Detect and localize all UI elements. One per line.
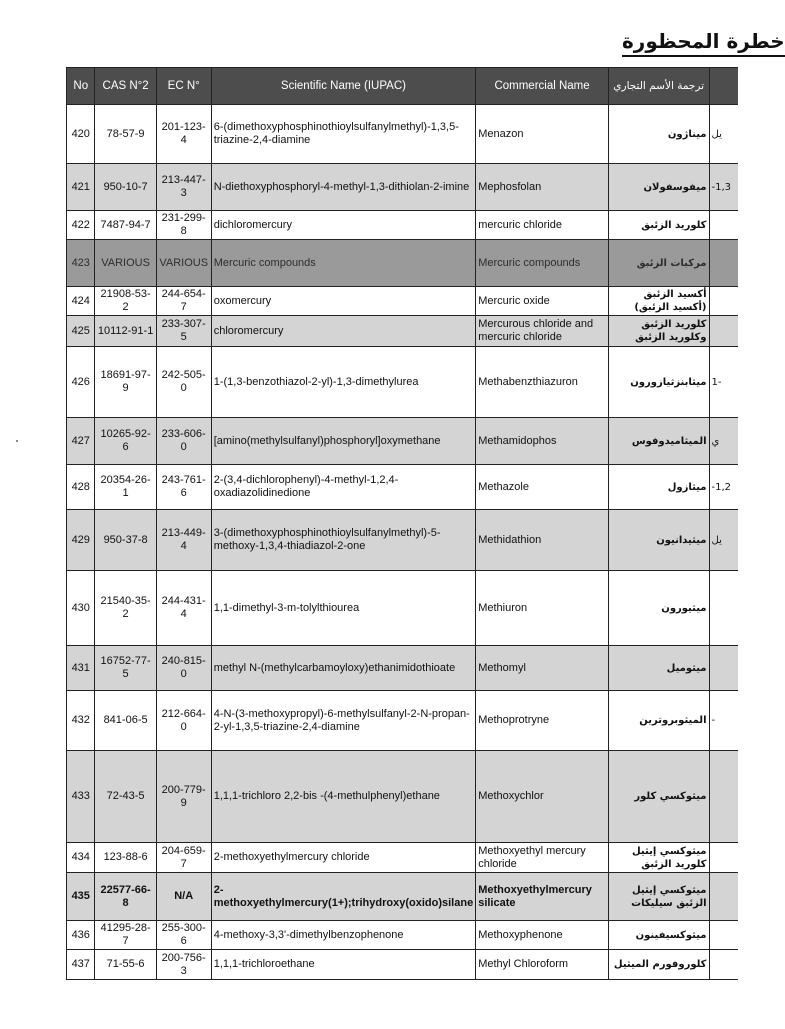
cut-off-text: 1- bbox=[709, 347, 738, 418]
ec-number: 200-756-3 bbox=[156, 950, 211, 980]
row-number: 435 bbox=[67, 873, 95, 921]
cas-number: 21540-35-2 bbox=[95, 571, 156, 646]
arabic-name: ميناژون bbox=[608, 105, 709, 164]
commercial-name: Methoprotryne bbox=[476, 691, 609, 751]
table-row bbox=[67, 921, 739, 950]
commercial-name: Mephosfolan bbox=[476, 164, 609, 211]
scientific-name: dichloromercury bbox=[211, 211, 476, 240]
arabic-name: ميثيورون bbox=[608, 571, 709, 646]
ec-number: N/A bbox=[156, 873, 211, 921]
row-number: 428 bbox=[67, 465, 95, 510]
arabic-name: ميثيدانيون bbox=[608, 510, 709, 571]
scientific-name: 1-(1,3-benzothiazol-2-yl)-1,3-dimethylurea bbox=[211, 347, 476, 418]
cut-off-text: -1,2 bbox=[709, 465, 738, 510]
scientific-name: 2-methoxyethylmercury(1+);trihydroxy(oxido)silane bbox=[211, 873, 476, 921]
ec-number: 240-815-0 bbox=[156, 646, 211, 691]
table-row bbox=[67, 347, 739, 418]
ec-number: 213-447-3 bbox=[156, 164, 211, 211]
table-row bbox=[67, 211, 739, 240]
cut-off-text: - bbox=[709, 691, 738, 751]
table-row bbox=[67, 164, 739, 211]
cas-number: 950-10-7 bbox=[95, 164, 156, 211]
ec-number: 204-659-7 bbox=[156, 843, 211, 873]
cas-number: 18691-97-9 bbox=[95, 347, 156, 418]
cas-number: 10112-91-1 bbox=[95, 316, 156, 347]
scientific-name: 4-N-(3-methoxypropyl)-6-methylsulfanyl-2-N-propan-2-yl-1,3,5-triazine-2,4-diamine bbox=[211, 691, 476, 751]
cut-off-text bbox=[709, 843, 738, 873]
row-number: 425 bbox=[67, 316, 95, 347]
arabic-name: ميثابنزثيازورون bbox=[608, 347, 709, 418]
cas-number: 78-57-9 bbox=[95, 105, 156, 164]
cas-number: 22577-66-8 bbox=[95, 873, 156, 921]
arabic-name: الميثاميدوفوس bbox=[608, 418, 709, 465]
arabic-name: ميثوكسي كلور bbox=[608, 751, 709, 843]
commercial-name: Methiuron bbox=[476, 571, 609, 646]
row-number: 422 bbox=[67, 211, 95, 240]
cas-number: 72-43-5 bbox=[95, 751, 156, 843]
commercial-name: Methazole bbox=[476, 465, 609, 510]
arabic-name: مركبات الزئبق bbox=[608, 240, 709, 287]
header-commercial-name: Commercial Name bbox=[476, 68, 609, 105]
cas-number: 841-06-5 bbox=[95, 691, 156, 751]
ec-number: 212-664-0 bbox=[156, 691, 211, 751]
commercial-name: Methoxyethyl mercury chloride bbox=[476, 843, 609, 873]
table-row bbox=[67, 465, 739, 510]
commercial-name: Methidathion bbox=[476, 510, 609, 571]
row-number: 436 bbox=[67, 921, 95, 950]
row-number: 430 bbox=[67, 571, 95, 646]
scientific-name: 1,1-dimethyl-3-m-tolylthiourea bbox=[211, 571, 476, 646]
table-row bbox=[67, 287, 739, 316]
ec-number: 243-761-6 bbox=[156, 465, 211, 510]
cut-off-text: ي bbox=[709, 418, 738, 465]
table-row bbox=[67, 873, 739, 921]
commercial-name: Menazon bbox=[476, 105, 609, 164]
row-number: 420 bbox=[67, 105, 95, 164]
table-row bbox=[67, 843, 739, 873]
cas-number: 7487-94-7 bbox=[95, 211, 156, 240]
cas-number: 21908-53-2 bbox=[95, 287, 156, 316]
row-number: 423 bbox=[67, 240, 95, 287]
scan-speck bbox=[16, 440, 18, 442]
cut-off-text bbox=[709, 287, 738, 316]
arabic-name: ميثوكسي إيثيل كلوريد الزئبق bbox=[608, 843, 709, 873]
arabic-name: كلوروفورم الميثيل bbox=[608, 950, 709, 980]
row-number: 424 bbox=[67, 287, 95, 316]
row-number: 432 bbox=[67, 691, 95, 751]
ec-number: 255-300-6 bbox=[156, 921, 211, 950]
cut-off-text bbox=[709, 873, 738, 921]
arabic-name: ميثوميل bbox=[608, 646, 709, 691]
header-cas: CAS N°2 bbox=[95, 68, 156, 105]
commercial-name: Methoxyethylmercury silicate bbox=[476, 873, 609, 921]
commercial-name: Methyl Chloroform bbox=[476, 950, 609, 980]
scientific-name: 3-(dimethoxyphosphinothioylsulfanylmethyl)-5-methoxy-1,3,4-thiadiazol-2-one bbox=[211, 510, 476, 571]
cut-off-text bbox=[709, 571, 738, 646]
row-number: 426 bbox=[67, 347, 95, 418]
cut-off-text bbox=[709, 646, 738, 691]
header-cut-off bbox=[709, 68, 738, 105]
row-number: 431 bbox=[67, 646, 95, 691]
ec-number: 231-299-8 bbox=[156, 211, 211, 240]
cas-number: VARIOUS bbox=[95, 240, 156, 287]
cut-off-text: يل bbox=[709, 105, 738, 164]
arabic-name: أكسيد الزئبق (أكسيد الزئبق) bbox=[608, 287, 709, 316]
table-row bbox=[67, 105, 739, 164]
scientific-name: chloromercury bbox=[211, 316, 476, 347]
header-arabic-name: ترجمة الأسم التجاري bbox=[608, 68, 709, 105]
cas-number: 20354-26-1 bbox=[95, 465, 156, 510]
scientific-name: 1,1,1-trichloro 2,2-bis -(4-methulphenyl)ethane bbox=[211, 751, 476, 843]
cas-number: 123-88-6 bbox=[95, 843, 156, 873]
table-row bbox=[67, 316, 739, 347]
scientific-name: [amino(methylsulfanyl)phosphoryl]oxymethane bbox=[211, 418, 476, 465]
scientific-name: 1,1,1-trichloroethane bbox=[211, 950, 476, 980]
row-number: 433 bbox=[67, 751, 95, 843]
commercial-name: Methoxyphenone bbox=[476, 921, 609, 950]
table-row bbox=[67, 751, 739, 843]
row-number: 434 bbox=[67, 843, 95, 873]
scientific-name: 2-(3,4-dichlorophenyl)-4-methyl-1,2,4-oxadiazolidinedione bbox=[211, 465, 476, 510]
commercial-name: Methoxychlor bbox=[476, 751, 609, 843]
ec-number: 200-779-9 bbox=[156, 751, 211, 843]
header-no: No bbox=[67, 68, 95, 105]
table-row bbox=[67, 240, 739, 287]
arabic-name: ميثوكسي إيثيل الزئبق سيليكات bbox=[608, 873, 709, 921]
commercial-name: Methomyl bbox=[476, 646, 609, 691]
table-row bbox=[67, 571, 739, 646]
scientific-name: 4-methoxy-3,3'-dimethylbenzophenone bbox=[211, 921, 476, 950]
header-scientific-name: Scientific Name (IUPAC) bbox=[211, 68, 476, 105]
cut-off-text bbox=[709, 211, 738, 240]
table-row bbox=[67, 418, 739, 465]
ec-number: 242-505-0 bbox=[156, 347, 211, 418]
cut-off-text bbox=[709, 921, 738, 950]
scientific-name: oxomercury bbox=[211, 287, 476, 316]
cas-number: 41295-28-7 bbox=[95, 921, 156, 950]
row-number: 421 bbox=[67, 164, 95, 211]
row-number: 429 bbox=[67, 510, 95, 571]
ec-number: 213-449-4 bbox=[156, 510, 211, 571]
commercial-name: Methabenzthiazuron bbox=[476, 347, 609, 418]
cut-off-text bbox=[709, 751, 738, 843]
arabic-name: الميثوبروترين bbox=[608, 691, 709, 751]
cut-off-text bbox=[709, 240, 738, 287]
scientific-name: N-diethoxyphosphoryl-4-methyl-1,3-dithiolan-2-imine bbox=[211, 164, 476, 211]
table-row bbox=[67, 510, 739, 571]
row-number: 437 bbox=[67, 950, 95, 980]
row-number: 427 bbox=[67, 418, 95, 465]
commercial-name: Mercurous chloride and mercuric chloride bbox=[476, 316, 609, 347]
cas-number: 950-37-8 bbox=[95, 510, 156, 571]
arabic-name: ميثازول bbox=[608, 465, 709, 510]
scientific-name: methyl N-(methylcarbamoyloxy)ethanimidothioate bbox=[211, 646, 476, 691]
scientific-name: Mercuric compounds bbox=[211, 240, 476, 287]
cut-off-text: -1,3 bbox=[709, 164, 738, 211]
commercial-name: Mercuric oxide bbox=[476, 287, 609, 316]
ec-number: 233-307-5 bbox=[156, 316, 211, 347]
table-row bbox=[67, 950, 739, 980]
arabic-name: ميثوكسيفينون bbox=[608, 921, 709, 950]
ec-number: 233-606-0 bbox=[156, 418, 211, 465]
ec-number: VARIOUS bbox=[156, 240, 211, 287]
scientific-name: 6-(dimethoxyphosphinothioylsulfanylmethyl)-1,3,5-triazine-2,4-diamine bbox=[211, 105, 476, 164]
cas-number: 16752-77-5 bbox=[95, 646, 156, 691]
table-header-row bbox=[67, 68, 739, 105]
ec-number: 244-431-4 bbox=[156, 571, 211, 646]
table-row bbox=[67, 646, 739, 691]
cas-number: 10265-92-6 bbox=[95, 418, 156, 465]
cut-off-text bbox=[709, 316, 738, 347]
commercial-name: Methamidophos bbox=[476, 418, 609, 465]
prohibited-substances-table bbox=[66, 67, 738, 980]
table-row bbox=[67, 691, 739, 751]
page-title: خطرة المحظورة bbox=[622, 28, 785, 57]
ec-number: 201-123-4 bbox=[156, 105, 211, 164]
cut-off-text bbox=[709, 950, 738, 980]
arabic-name: كلوريد الزئبق bbox=[608, 211, 709, 240]
cas-number: 71-55-6 bbox=[95, 950, 156, 980]
cut-off-text: يل bbox=[709, 510, 738, 571]
arabic-name: ميفوسفولان bbox=[608, 164, 709, 211]
commercial-name: Mercuric compounds bbox=[476, 240, 609, 287]
scientific-name: 2-methoxyethylmercury chloride bbox=[211, 843, 476, 873]
commercial-name: mercuric chloride bbox=[476, 211, 609, 240]
header-ec: EC N° bbox=[156, 68, 211, 105]
arabic-name: كلوريد الزئبق وكلوريد الزئبق bbox=[608, 316, 709, 347]
ec-number: 244-654-7 bbox=[156, 287, 211, 316]
